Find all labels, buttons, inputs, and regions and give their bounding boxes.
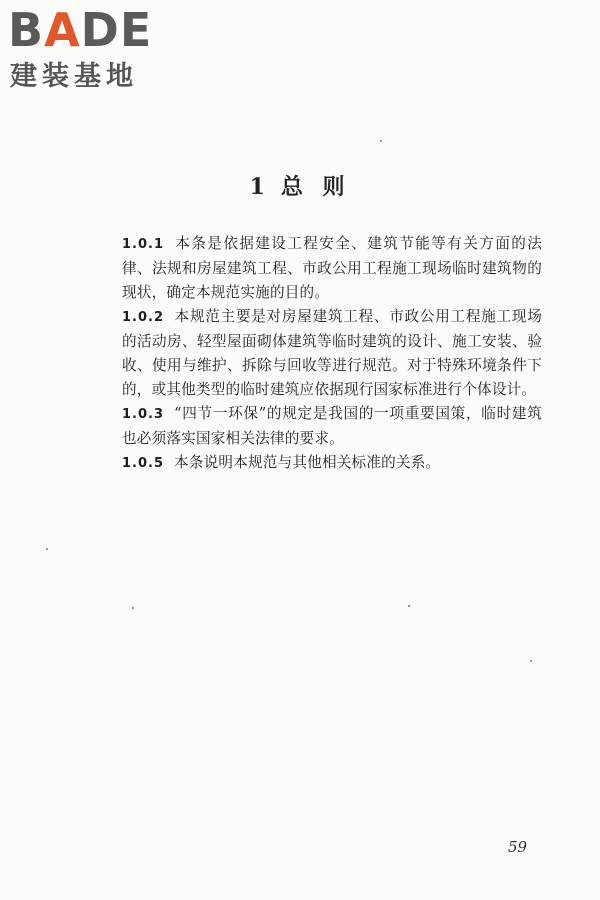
clause-1-0-5 xyxy=(122,451,542,476)
chapter-number: 1 xyxy=(249,174,271,200)
clause-text: “四节一环保”的规定是我国的一项重要国策，临时建筑也必须落实国家相关法律的要求。 xyxy=(122,405,542,447)
page-number: 59 xyxy=(508,838,528,856)
clause-number: 1.0.1 xyxy=(122,237,165,252)
bade-logo xyxy=(8,4,178,94)
clause-list xyxy=(122,232,542,476)
logo-wordmark: BADE xyxy=(8,3,153,57)
scan-speck xyxy=(380,140,382,142)
scan-speck xyxy=(408,605,410,607)
clause-number: 1.0.5 xyxy=(122,456,165,471)
scan-speck xyxy=(530,660,532,662)
clause-text: 本条说明本规范与其他相关标准的关系。 xyxy=(174,454,441,471)
clause-text: 本条是依据建设工程安全、建筑节能等有关方面的法律、法规和房屋建筑工程、市政公用工程施工现场临时建筑物的现状，确定本规范实施的目的。 xyxy=(122,235,542,301)
chapter-title xyxy=(0,170,600,201)
clause-1-0-3 xyxy=(122,402,542,451)
logo-subtitle: 建装基地 xyxy=(10,61,138,92)
clause-number: 1.0.2 xyxy=(122,310,165,325)
clause-1-0-1 xyxy=(122,232,542,305)
chapter-title-text: 总 则 xyxy=(280,174,351,200)
clause-text: 本规范主要是对房屋建筑工程、市政公用工程施工现场的活动房、轻型屋面砌体建筑等临时建筑的设计、施工安装、验收、使用与维护、拆除与回收等进行规范。对于特殊环境条件下的，或其他类型的临时建筑应依据现行国家标准进行个体设计。 xyxy=(122,308,542,398)
clause-number: 1.0.3 xyxy=(122,407,165,422)
scan-speck xyxy=(46,548,48,550)
scan-speck xyxy=(132,607,134,609)
clause-1-0-2 xyxy=(122,305,542,402)
